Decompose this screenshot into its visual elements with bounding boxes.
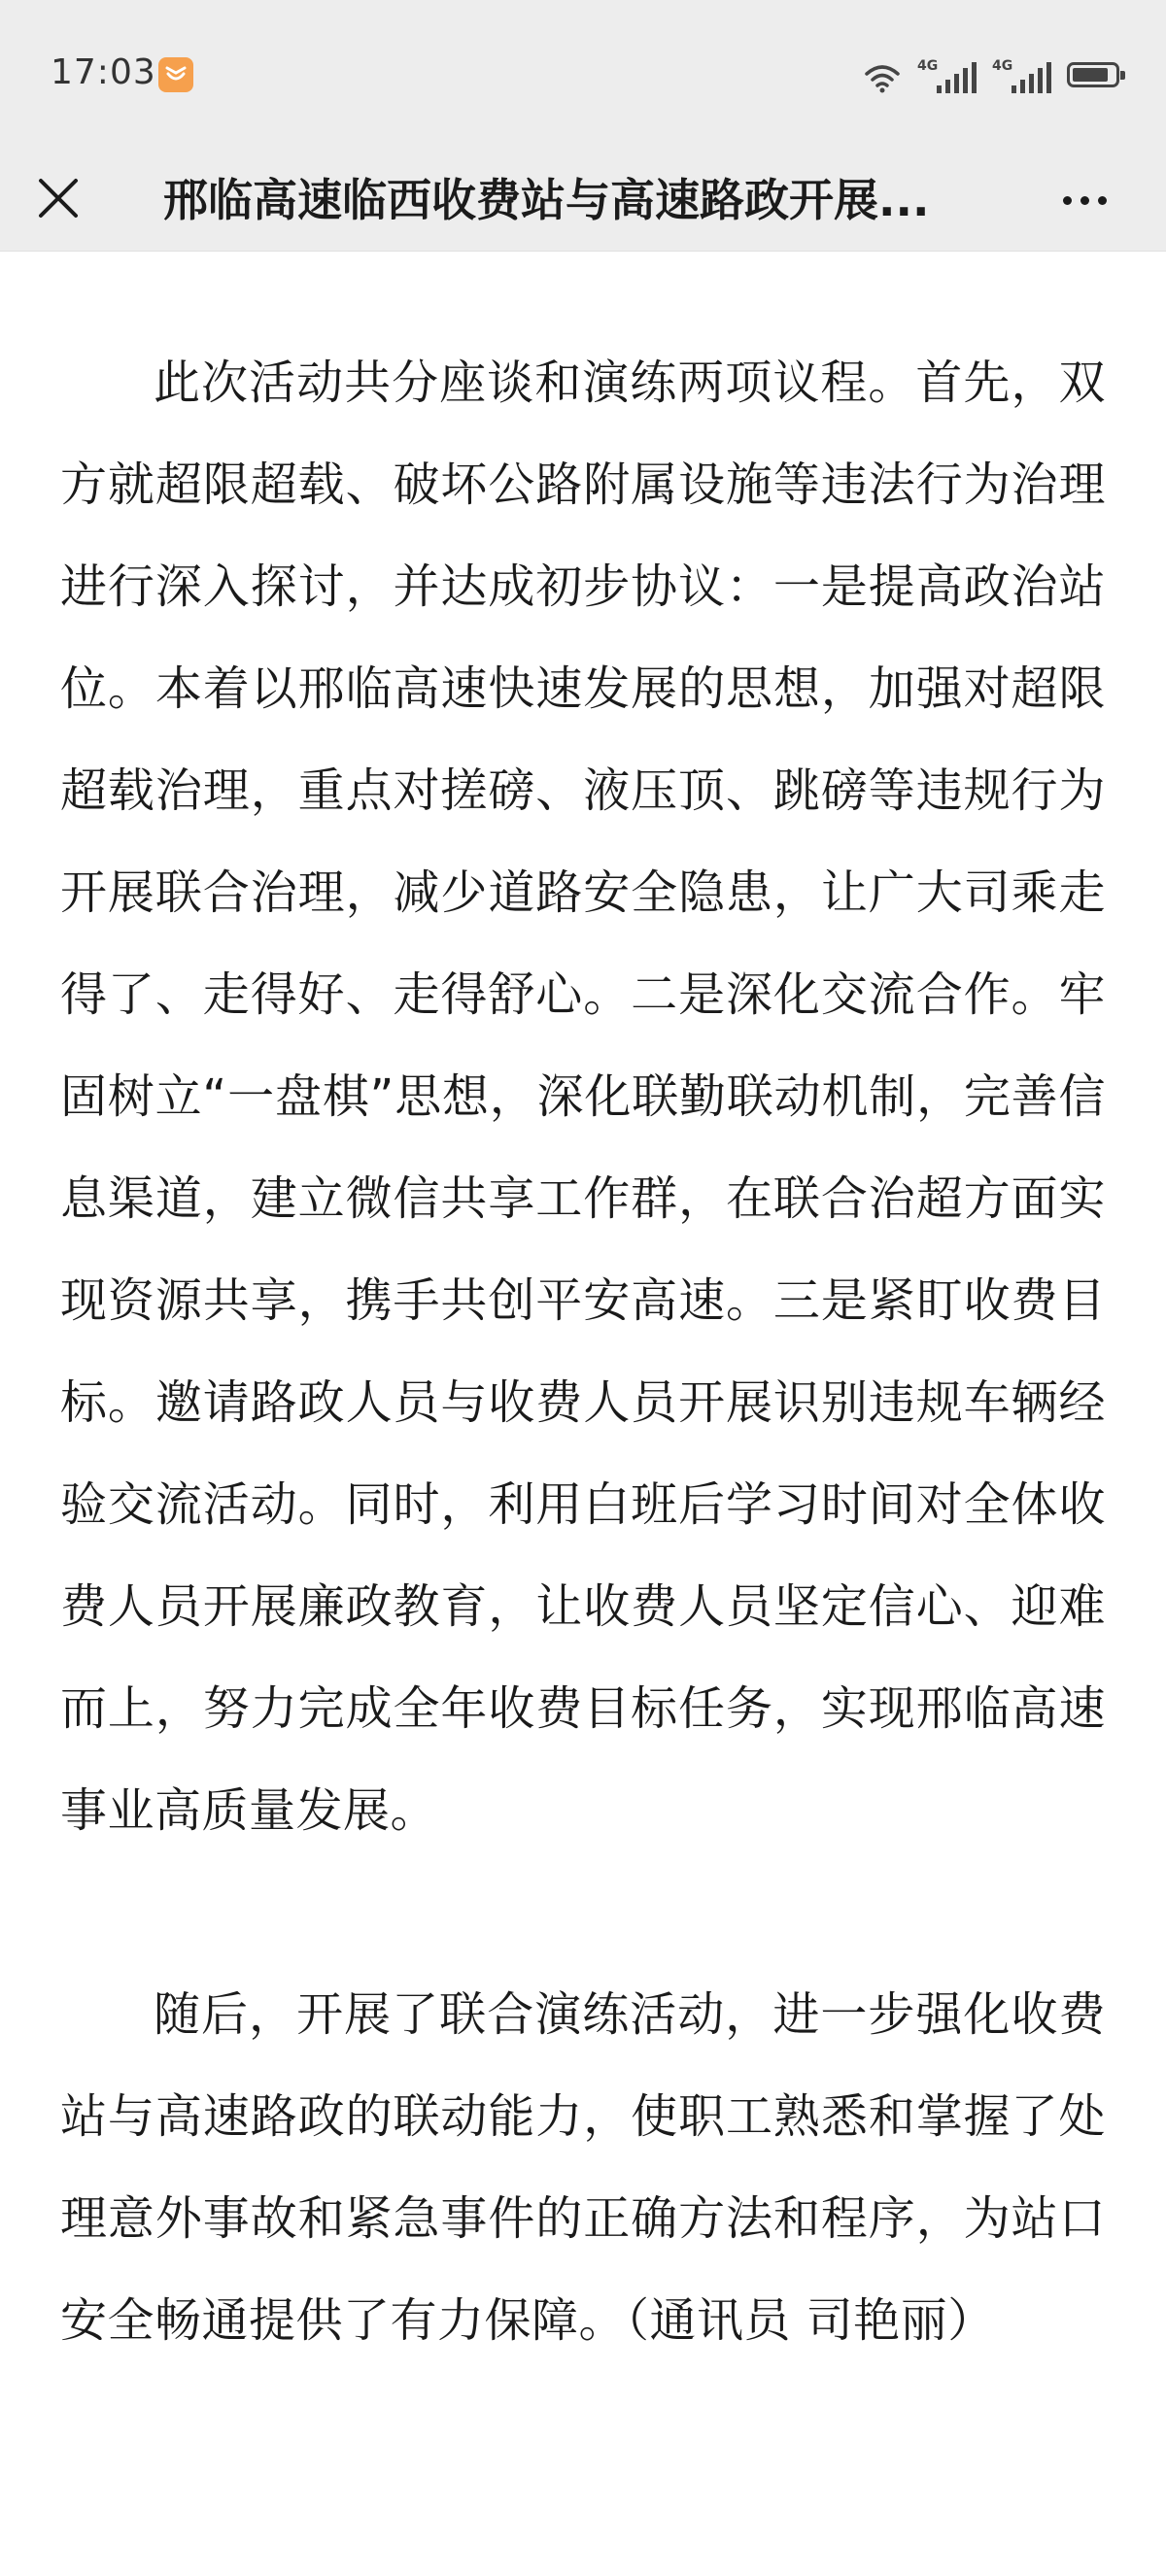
- more-icon: [1063, 196, 1072, 205]
- nav-bar: [0, 148, 1166, 252]
- status-icons: [863, 54, 1119, 93]
- article-paragraph: 此次活动共分座谈和演练两项议程。首先，双方就超限超载、破坏公路附属设施等违法行为治理进行深入探讨，并达成初步协议：一是提高政治站位。本着以邢临高速快速发展的思想，加强对超限超载治理，重点对搓磅、液压顶、跳磅等违规行为开展联合治理，减少道路安全隐患，让广大司乘走得了、走得好、走得舒心。二是深化交流合作。牢固树立“一盘棋”思想，深化联勤联动机制，完善信息渠道，建立微信共享工作群，在联合治超方面实现资源共享，携手共创平安高速。三是紧盯收费目标。邀请路政人员与收费人员开展识别违规车辆经验交流活动。同时，利用白班后学习时间对全体收费人员开展廉政教育，让收费人员坚定信心、迎难而上，努力完成全年收费目标任务，实现邢临高速事业高质量发展。: [60, 356, 1106, 1838]
- app-notification-icon: [158, 57, 193, 92]
- more-button[interactable]: [1049, 171, 1119, 229]
- status-time: 17:03: [51, 52, 156, 92]
- signal-2-label: 4G: [992, 58, 1013, 74]
- close-icon: [37, 177, 80, 220]
- article-body: [60, 332, 1106, 2372]
- status-bar: [0, 0, 1166, 148]
- battery-icon: [1067, 62, 1119, 87]
- close-button[interactable]: [29, 169, 87, 227]
- signal-1-icon: [917, 58, 977, 93]
- page-title: 邢临高速临西收费站与高速路政开展...: [163, 174, 930, 226]
- signal-2-icon: [992, 58, 1051, 93]
- signal-1-label: 4G: [917, 58, 939, 74]
- article-paragraph: 随后，开展了联合演练活动，进一步强化收费站与高速路政的联动能力，使职工熟悉和掌握了处理意外事故和紧急事件的正确方法和程序，为站口安全畅通提供了有力保障。（通讯员 司艳丽）: [60, 1987, 1106, 2348]
- wifi-icon: [863, 62, 902, 93]
